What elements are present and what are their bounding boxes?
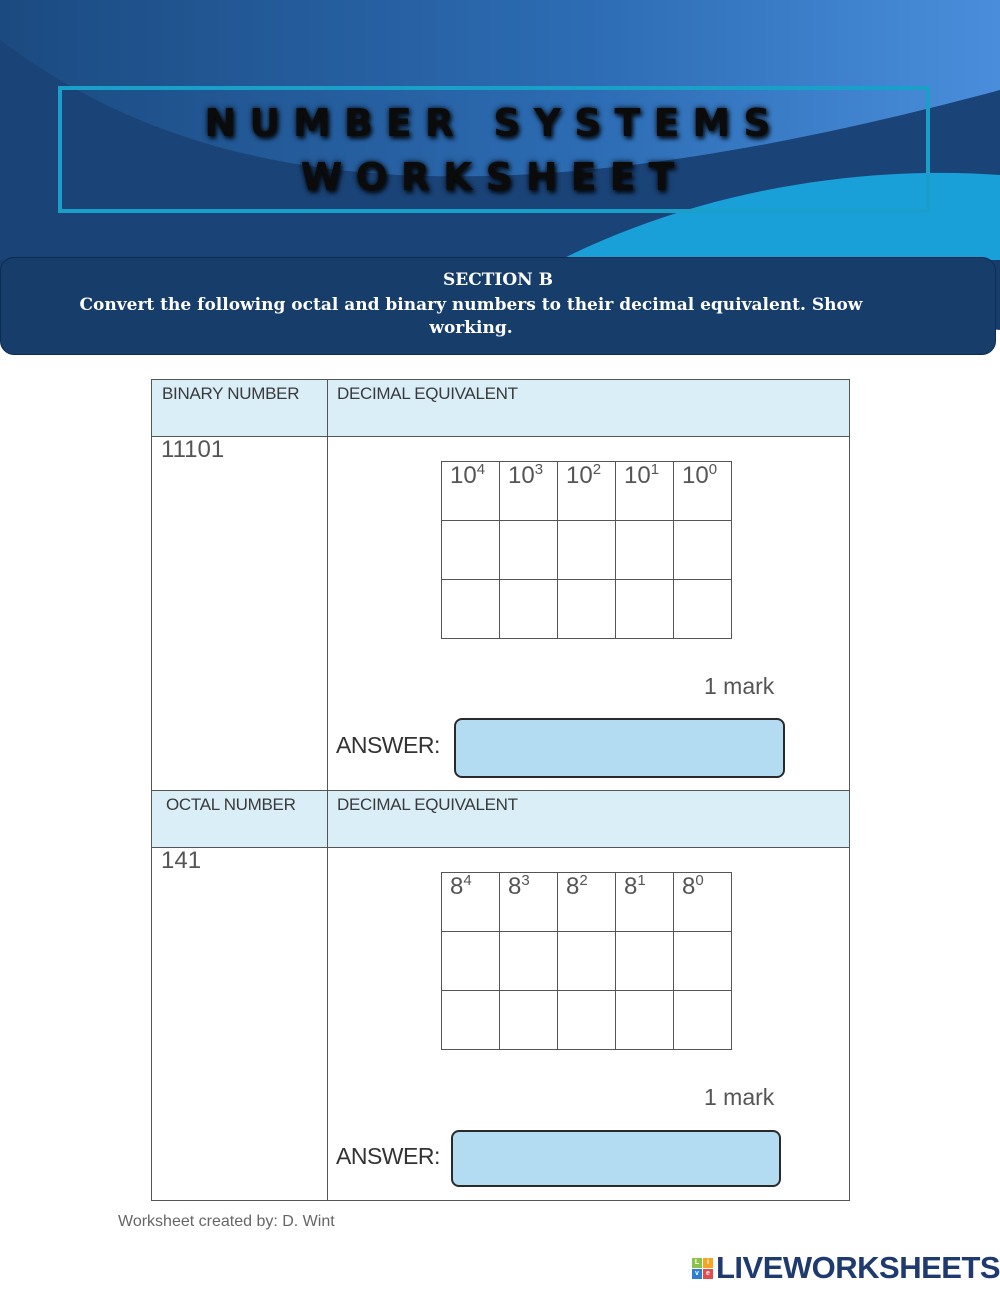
place-value-cell: $10^1$	[616, 462, 674, 521]
worksheet-title-line-2: WORKSHEET	[300, 154, 688, 199]
worksheet-credit: Worksheet created by: D. Wint	[118, 1213, 335, 1230]
liveworksheets-logo-icon: L i v e	[692, 1258, 713, 1279]
octal-answer-input[interactable]	[451, 1130, 781, 1187]
liveworksheets-logo[interactable]	[692, 1252, 1000, 1284]
working-cell[interactable]	[500, 932, 558, 991]
mark-label: 1 mark	[704, 673, 775, 699]
answer-label: ANSWER:	[336, 732, 440, 758]
section-banner	[0, 257, 996, 355]
working-cell[interactable]	[500, 991, 558, 1050]
working-cell[interactable]	[442, 932, 500, 991]
working-cell[interactable]	[500, 580, 558, 639]
place-value-grid-binary	[441, 461, 732, 639]
working-cell[interactable]	[616, 932, 674, 991]
working-cell[interactable]	[674, 580, 732, 639]
liveworksheets-brand-text: LIVEWORKSHEETS	[716, 1250, 1000, 1285]
place-value-cell: $10^2$	[558, 462, 616, 521]
question-1-header-row	[152, 380, 849, 437]
working-cell[interactable]	[558, 521, 616, 580]
binary-number-value: 11101	[161, 436, 225, 463]
place-value-cell: $8^0$	[674, 873, 732, 932]
title-box	[58, 86, 930, 213]
working-cell[interactable]	[558, 932, 616, 991]
working-cell[interactable]	[442, 521, 500, 580]
section-instructions: Convert the following octal and binary numbers to their decimal equivalent. Show working.	[79, 295, 863, 338]
place-value-cell: $10^4$	[442, 462, 500, 521]
working-cell[interactable]	[442, 991, 500, 1050]
binary-number-header: BINARY NUMBER	[162, 384, 300, 403]
working-cell[interactable]	[442, 580, 500, 639]
decimal-equivalent-header: DECIMAL EQUIVALENT	[337, 795, 518, 814]
working-cell[interactable]	[674, 521, 732, 580]
place-value-grid-octal	[441, 872, 732, 1050]
working-cell[interactable]	[558, 580, 616, 639]
place-value-cell: $8^1$	[616, 873, 674, 932]
conversion-table	[151, 379, 850, 1201]
worksheet-title-line-1: NUMBER SYSTEMS	[204, 100, 784, 145]
octal-number-value: 141	[161, 847, 202, 874]
mark-label: 1 mark	[704, 1084, 775, 1110]
place-value-cell: $10^0$	[674, 462, 732, 521]
working-cell[interactable]	[674, 932, 732, 991]
place-value-cell: $8^3$	[500, 873, 558, 932]
place-value-cell: $10^3$	[500, 462, 558, 521]
working-cell[interactable]	[500, 521, 558, 580]
decimal-equivalent-header: DECIMAL EQUIVALENT	[337, 384, 518, 403]
question-2-header-row	[152, 790, 849, 848]
working-cell[interactable]	[616, 580, 674, 639]
octal-number-header: OCTAL NUMBER	[166, 795, 296, 814]
section-title: SECTION B	[442, 270, 553, 290]
working-cell[interactable]	[674, 991, 732, 1050]
working-cell[interactable]	[558, 991, 616, 1050]
working-cell[interactable]	[616, 521, 674, 580]
binary-answer-input[interactable]	[454, 718, 785, 778]
place-value-cell: $8^2$	[558, 873, 616, 932]
answer-label: ANSWER:	[336, 1143, 440, 1169]
working-cell[interactable]	[616, 991, 674, 1050]
place-value-cell: $8^4$	[442, 873, 500, 932]
